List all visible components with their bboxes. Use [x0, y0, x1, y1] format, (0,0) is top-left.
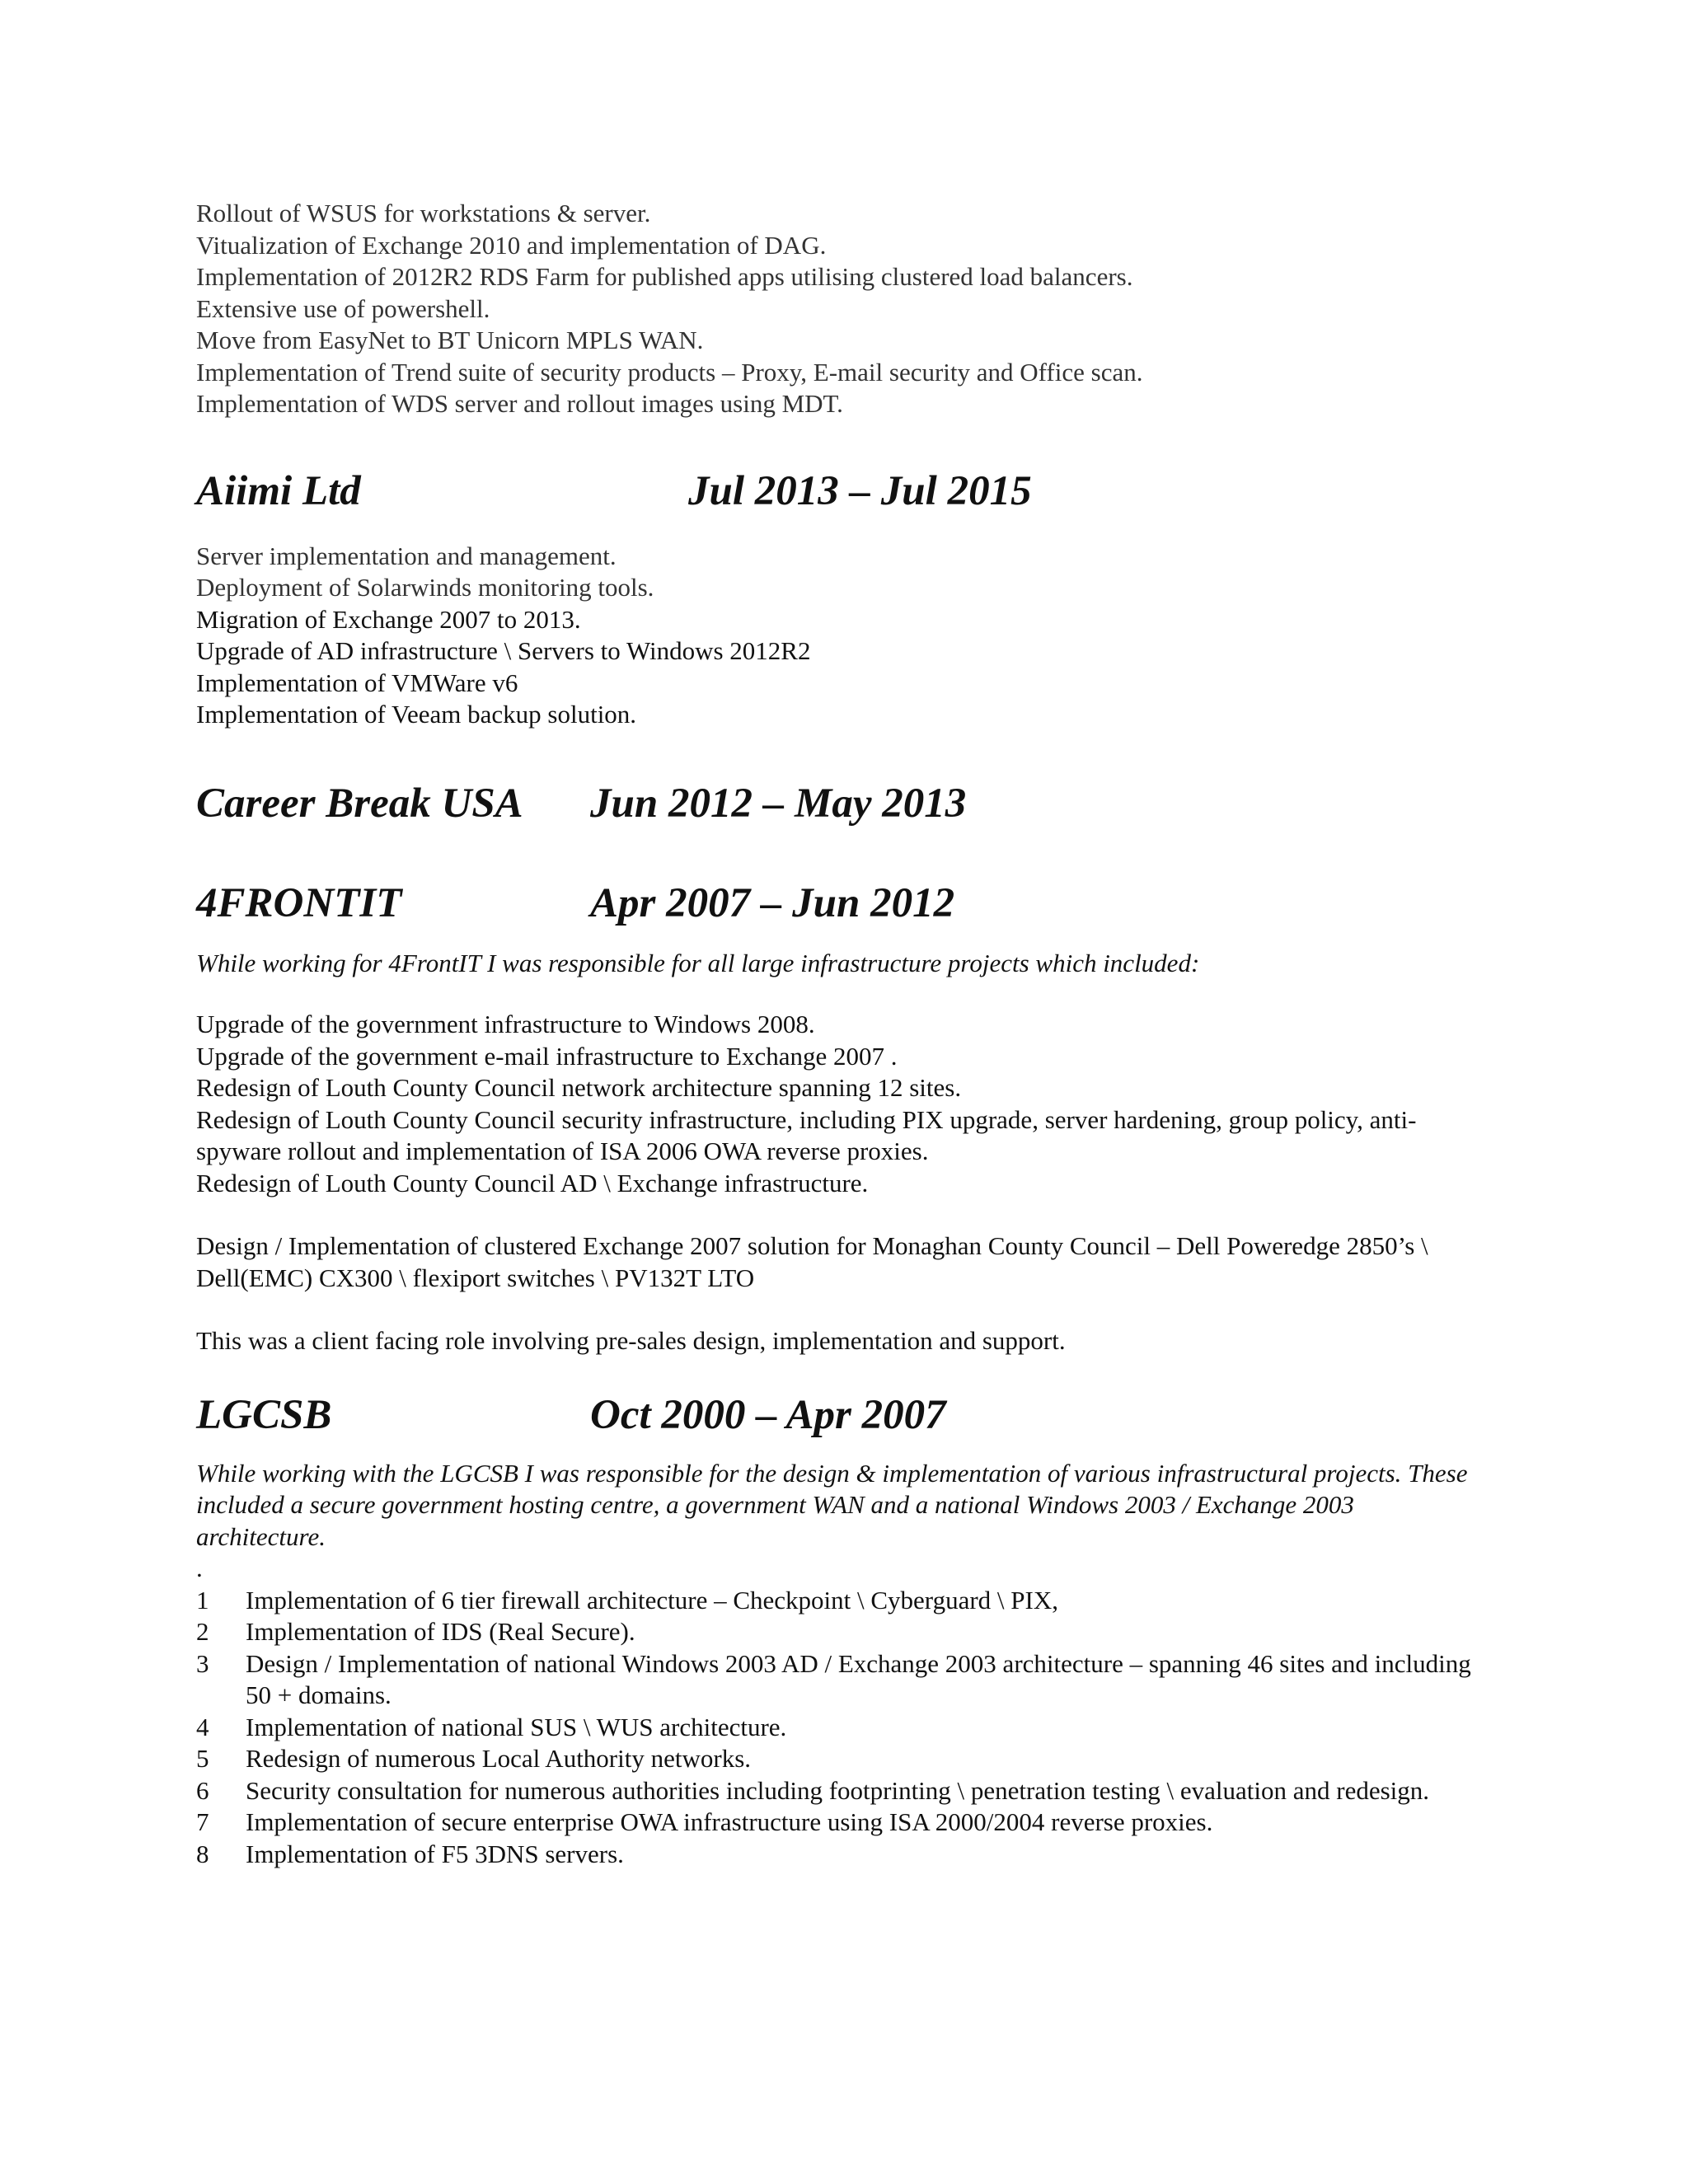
list-text: Implementation of IDS (Real Secure). — [246, 1617, 635, 1646]
list-item: Implementation of WDS server and rollout images using MDT. — [196, 389, 843, 418]
job-heading-career-break — [196, 779, 1482, 828]
separator-dot: . — [196, 1554, 203, 1582]
list-item: Implementation of 2012R2 RDS Farm for published apps utilising clustered load balancers. — [196, 262, 1133, 291]
lgcsb-project-list — [196, 1585, 1482, 1871]
job-heading-lgcsb — [196, 1390, 1482, 1440]
job-heading-4frontit — [196, 879, 1482, 928]
job-intro: While working with the LGCSB I was responsible for the design & implementation of various infrastructural projects. These included a secure government hosting centre, a government WAN and a national Windows 2003 / Exchange 2003 architecture. — [196, 1458, 1468, 1551]
list-number: 8 — [196, 1839, 209, 1868]
list-item: Redesign of Louth County Council AD \ Exchange infrastructure. — [196, 1168, 869, 1197]
job-heading-aiimi — [196, 466, 1482, 516]
list-number: 3 — [196, 1648, 209, 1678]
list-number: 7 — [196, 1807, 209, 1836]
list-item: Implementation of Trend suite of security products – Proxy, E-mail security and Office scan. — [196, 357, 1143, 387]
list-text: Redesign of numerous Local Authority networks. — [246, 1744, 752, 1773]
list-item: Implementation of Veeam backup solution. — [196, 700, 637, 729]
list-item: Extensive use of powershell. — [196, 293, 490, 323]
design-paragraph: Design / Implementation of clustered Exchange 2007 solution for Monaghan County Council – Dell Poweredge 2850’s \ Dell(EMC) CX300 \ flexiport switches \ PV132T LTO — [196, 1231, 1428, 1292]
list-number: 6 — [196, 1775, 209, 1805]
list-item: Upgrade of the government e-mail infrastructure to Exchange 2007 . — [196, 1041, 898, 1071]
job-dates: Oct 2000 – Apr 2007 — [590, 1391, 946, 1438]
list-item: Server implementation and management. — [196, 541, 617, 570]
list-item: Redesign of Louth County Council security infrastructure, including PIX upgrade, server hardening, group policy, anti-spyware rollout and implementation of ISA 2006 OWA reverse proxies. — [196, 1104, 1417, 1165]
job-intro: While working for 4FrontIT I was responsible for all large infrastructure projects which included: — [196, 948, 1200, 977]
list-item — [196, 1775, 1482, 1807]
company-name: Career Break USA — [196, 780, 523, 827]
list-text: Design / Implementation of national Windows 2003 AD / Exchange 2003 architecture – spanning 46 sites and including 50 + domains. — [246, 1648, 1471, 1709]
list-item: Redesign of Louth County Council network architecture spanning 12 sites. — [196, 1073, 962, 1102]
company-name: Aiimi Ltd — [196, 467, 361, 514]
list-item: Rollout of WSUS for workstations & server. — [196, 199, 651, 227]
list-item: Migration of Exchange 2007 to 2013. — [196, 604, 581, 634]
job-dates: Jul 2013 – Jul 2015 — [688, 467, 1032, 514]
list-number: 4 — [196, 1712, 209, 1741]
job-dates: Apr 2007 – Jun 2012 — [590, 879, 955, 926]
list-text: Security consultation for numerous authorities including footprinting \ penetration testing \ evaluation and redesign. — [246, 1775, 1430, 1805]
list-text: Implementation of secure enterprise OWA infrastructure using ISA 2000/2004 reverse proxies. — [246, 1807, 1213, 1836]
list-text: Implementation of 6 tier firewall architecture – Checkpoint \ Cyberguard \ PIX, — [246, 1585, 1058, 1615]
job-dates: Jun 2012 – May 2013 — [590, 780, 967, 827]
list-item: Vitualization of Exchange 2010 and implementation of DAG. — [196, 230, 827, 260]
client-paragraph: This was a client facing role involving pre-sales design, implementation and support. — [196, 1326, 1066, 1355]
list-item — [196, 1648, 1482, 1712]
list-item — [196, 1585, 1482, 1617]
resume-page — [196, 198, 1482, 1870]
list-number: 1 — [196, 1585, 209, 1615]
aiimi-project-list — [196, 541, 1482, 731]
list-text: Implementation of F5 3DNS servers. — [246, 1839, 624, 1868]
list-item — [196, 1616, 1482, 1648]
list-text: Implementation of national SUS \ WUS architecture. — [246, 1712, 787, 1741]
top-project-list — [196, 198, 1482, 420]
company-name: LGCSB — [196, 1391, 332, 1438]
list-item: Move from EasyNet to BT Unicorn MPLS WAN. — [196, 326, 704, 354]
list-item: Upgrade of AD infrastructure \ Servers to Windows 2012R2 — [196, 636, 811, 665]
list-item — [196, 1807, 1482, 1839]
4frontit-project-list — [196, 1009, 1482, 1199]
list-item: Deployment of Solarwinds monitoring tools. — [196, 573, 654, 602]
list-number: 5 — [196, 1744, 209, 1773]
list-item — [196, 1743, 1482, 1775]
list-number: 2 — [196, 1617, 209, 1646]
list-item: Upgrade of the government infrastructure to Windows 2008. — [196, 1010, 815, 1038]
company-name: 4FRONTIT — [196, 879, 402, 926]
list-item: Implementation of VMWare v6 — [196, 668, 518, 697]
list-item — [196, 1839, 1482, 1871]
list-item — [196, 1712, 1482, 1744]
